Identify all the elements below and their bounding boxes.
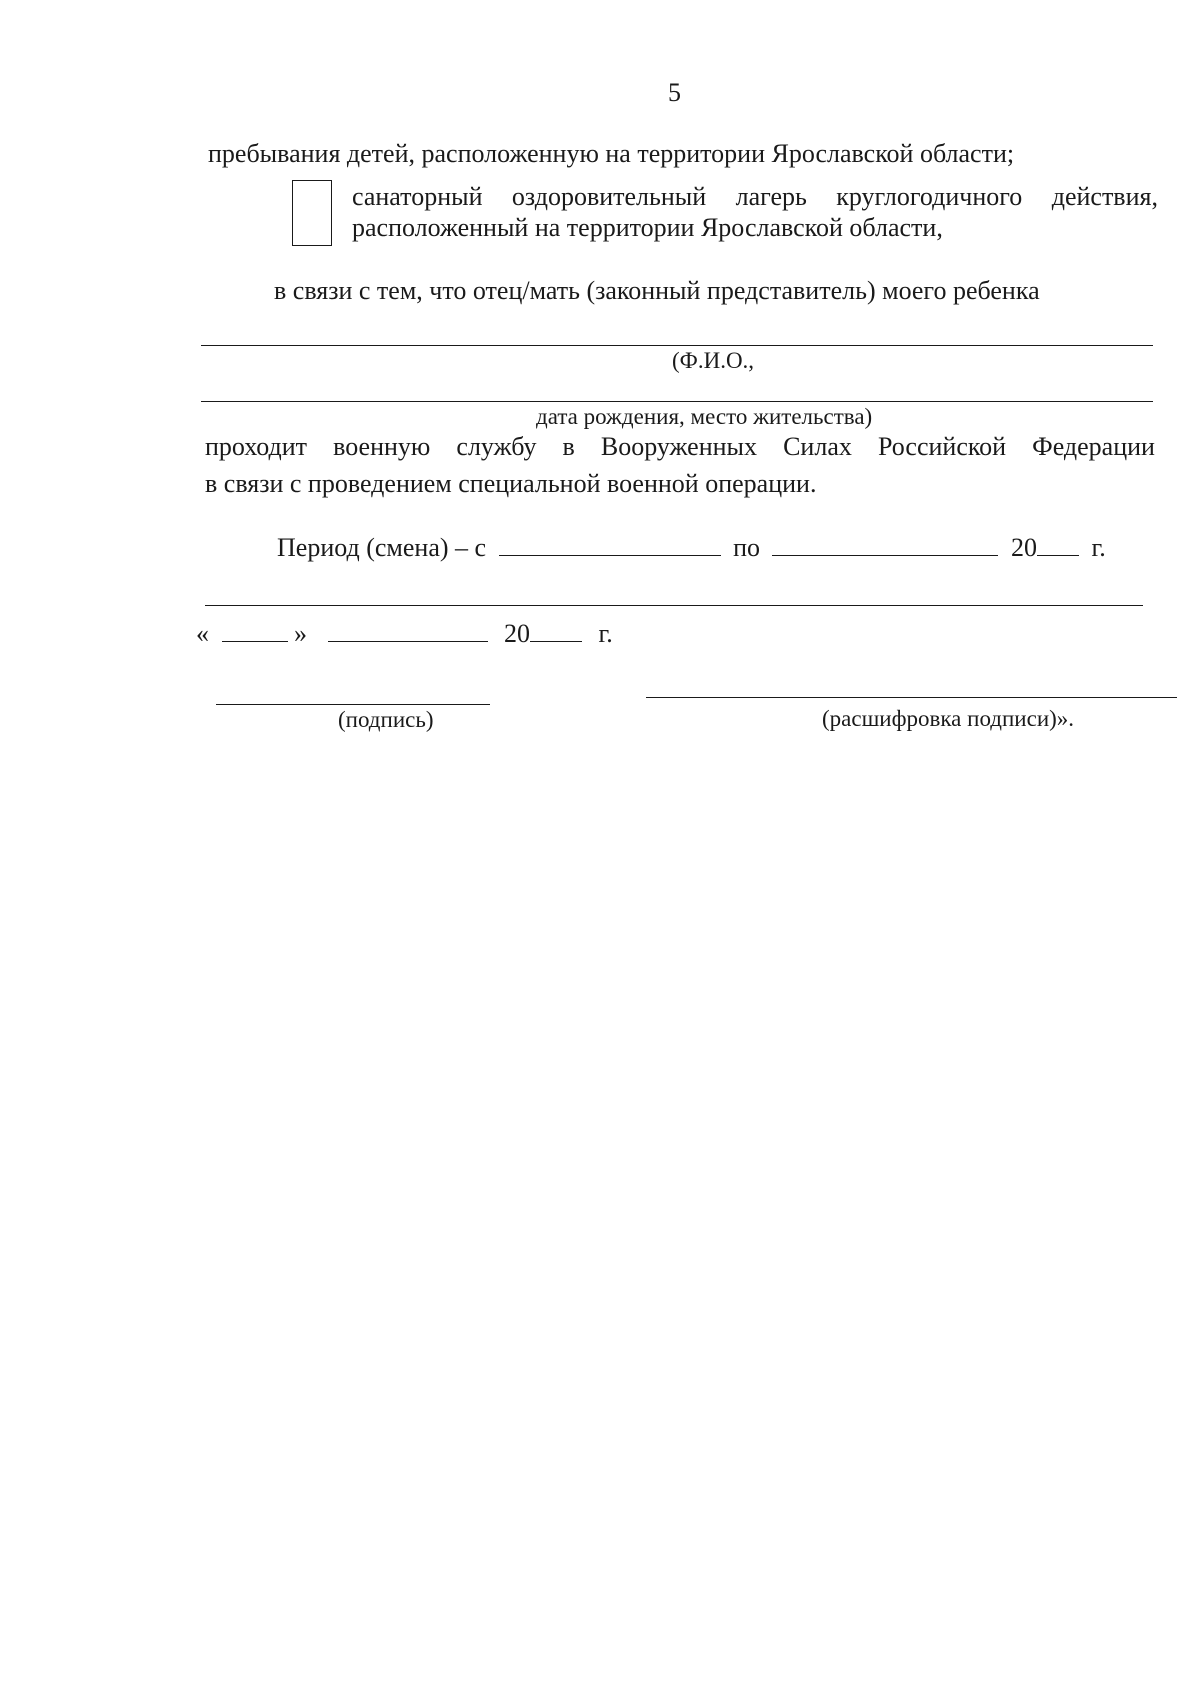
period-to-label: по: [733, 533, 760, 562]
page-number: 5: [668, 78, 681, 107]
period-label: Период (смена) – с: [277, 533, 487, 562]
service-line-1: [205, 432, 1155, 462]
decoding-caption: (расшифровка подписи)».: [822, 706, 1075, 731]
date-line: [196, 619, 613, 649]
word: проходит: [205, 432, 308, 461]
date-open-quote: «: [196, 619, 209, 648]
period-year-blank[interactable]: [1037, 533, 1079, 556]
birth-caption: дата рождения, место жительства): [536, 404, 873, 429]
word: лагерь: [735, 182, 807, 211]
word: действия,: [1051, 182, 1158, 211]
word: оздоровительный: [511, 182, 707, 211]
period-year-suffix: г.: [1091, 533, 1106, 562]
date-month-blank[interactable]: [328, 619, 488, 642]
period-line: [277, 533, 1106, 563]
signature-blank-line[interactable]: [216, 704, 490, 705]
word: в: [562, 432, 575, 461]
decoding-blank-line[interactable]: [646, 697, 1177, 698]
intro-line: пребывания детей, расположенную на территории Ярославской области;: [208, 139, 1015, 168]
word: службу: [456, 432, 537, 461]
word: Российской: [877, 432, 1007, 461]
date-close-quote: »: [294, 619, 307, 648]
parent-line: в связи с тем, что отец/мать (законный представитель) моего ребенка: [274, 276, 1040, 305]
fio-blank-line[interactable]: [201, 345, 1153, 346]
word: военную: [333, 432, 431, 461]
word: санаторный: [352, 182, 483, 211]
period-year-prefix: 20: [1010, 533, 1037, 562]
period-end-blank[interactable]: [772, 533, 998, 556]
date-year-prefix: 20: [504, 619, 530, 648]
period-start-blank[interactable]: [499, 533, 721, 556]
fio-caption: (Ф.И.О.,: [672, 348, 755, 373]
date-year-suffix: г.: [598, 619, 613, 648]
word: Федерации: [1032, 432, 1155, 461]
word: круглогодичного: [836, 182, 1023, 211]
option-line-2: расположенный на территории Ярославской области,: [352, 213, 943, 242]
signature-caption: (подпись): [338, 707, 434, 732]
date-year-blank[interactable]: [530, 619, 582, 642]
word: Вооруженных: [600, 432, 758, 461]
word: Силах: [783, 432, 852, 461]
signature-full-blank-line[interactable]: [205, 605, 1143, 606]
date-day-blank[interactable]: [222, 619, 288, 642]
service-line-2: в связи с проведением специальной военной операции.: [205, 469, 817, 498]
option-line-1: [352, 182, 1158, 212]
birth-blank-line[interactable]: [201, 401, 1153, 402]
option-checkbox[interactable]: [292, 180, 332, 246]
